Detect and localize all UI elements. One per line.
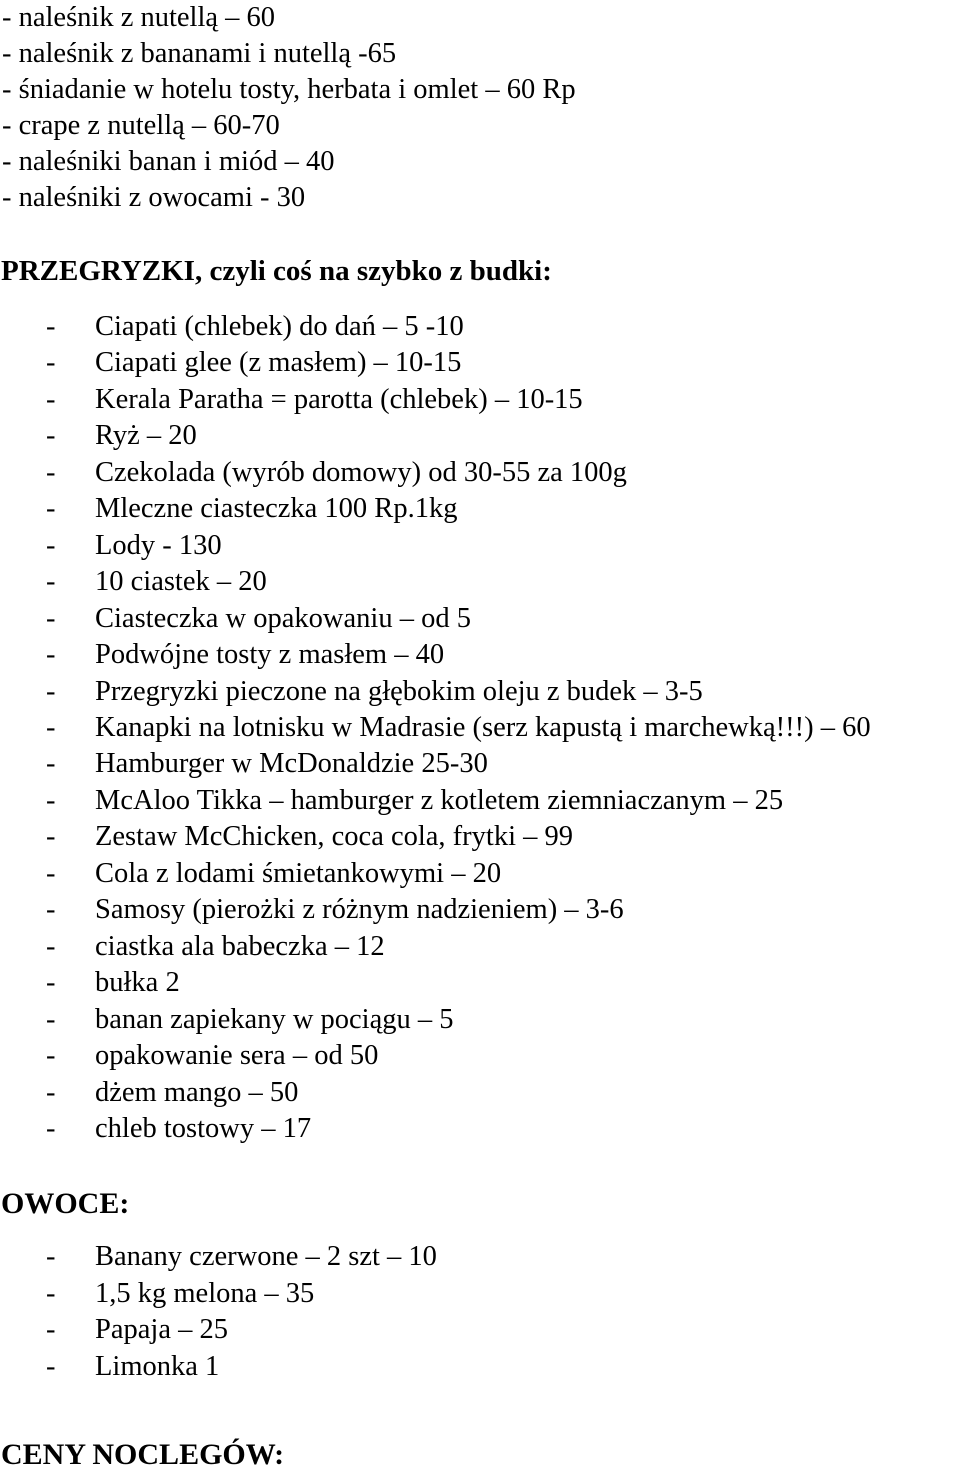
- list-item-text: Lody - 130: [95, 530, 222, 561]
- bullet-dash: -: [46, 967, 56, 998]
- bullet-dash: -: [46, 1278, 56, 1309]
- list-item: [46, 783, 783, 819]
- list-item: [46, 564, 267, 600]
- list-item: [46, 1349, 219, 1385]
- section-heading-snacks: PRZEGRYZKI, czyli coś na szybko z budki:: [1, 255, 552, 287]
- intro-line: - naleśnik z nutellą – 60: [2, 2, 276, 33]
- list-item-text: Banany czerwone – 2 szt – 10: [95, 1241, 437, 1272]
- list-item: [46, 965, 180, 1001]
- list-item-text: Kerala Paratha = parotta (chlebek) – 10-15: [95, 384, 583, 415]
- bullet-dash: -: [46, 821, 56, 852]
- intro-line: - naleśnik z bananami i nutellą -65: [2, 38, 397, 69]
- bullet-dash: -: [46, 1077, 56, 1108]
- list-item-text: Ciapati glee (z masłem) – 10-15: [95, 347, 462, 378]
- bullet-dash: -: [46, 603, 56, 634]
- list-item-text: 10 ciastek – 20: [95, 566, 267, 597]
- list-item-text: Cola z lodami śmietankowymi – 20: [95, 858, 502, 889]
- list-item: [46, 491, 457, 527]
- bullet-dash: -: [46, 639, 56, 670]
- list-item: [46, 1075, 298, 1111]
- list-item: [46, 856, 501, 892]
- list-item: [46, 382, 583, 418]
- list-item: [46, 528, 222, 564]
- bullet-dash: -: [46, 748, 56, 779]
- section-heading-lodging: CENY NOCLEGÓW:: [1, 1438, 285, 1471]
- bullet-dash: -: [46, 311, 56, 342]
- bullet-dash: -: [46, 785, 56, 816]
- intro-line: - naleśniki z owocami - 30: [2, 182, 306, 213]
- list-item-text: Ciasteczka w opakowaniu – od 5: [95, 603, 471, 634]
- list-item: [46, 1111, 311, 1147]
- list-item: [46, 345, 461, 381]
- list-item: [46, 929, 385, 965]
- list-item: [46, 309, 464, 345]
- bullet-dash: -: [46, 858, 56, 889]
- list-item-text: Samosy (pierożki z różnym nadzieniem) – 3-6: [95, 894, 624, 925]
- list-item: [46, 637, 444, 673]
- bullet-dash: -: [46, 457, 56, 488]
- list-item-text: McAloo Tikka – hamburger z kotletem ziemniaczanym – 25: [95, 785, 784, 816]
- section-heading-fruit: OWOCE:: [1, 1187, 130, 1220]
- list-item-text: Limonka 1: [95, 1351, 220, 1382]
- bullet-dash: -: [46, 676, 56, 707]
- bullet-dash: -: [46, 566, 56, 597]
- bullet-dash: -: [46, 493, 56, 524]
- list-item-text: Kanapki na lotnisku w Madrasie (serz kapustą i marchewką!!!) – 60: [95, 712, 871, 743]
- list-item-text: Przegryzki pieczone na głębokim oleju z budek – 3-5: [95, 676, 703, 707]
- bullet-dash: -: [46, 530, 56, 561]
- list-item-text: opakowanie sera – od 50: [95, 1040, 379, 1071]
- bullet-dash: -: [46, 1113, 56, 1144]
- bullet-dash: -: [46, 894, 56, 925]
- intro-line: - crape z nutellą – 60-70: [2, 110, 280, 141]
- bullet-dash: -: [46, 1040, 56, 1071]
- bullet-dash: -: [46, 1241, 56, 1272]
- list-item: [46, 1038, 378, 1074]
- list-item-text: ciastka ala babeczka – 12: [95, 931, 385, 962]
- list-item-text: Hamburger w McDonaldzie 25-30: [95, 748, 488, 779]
- list-item: [46, 455, 627, 491]
- list-item-text: Zestaw McChicken, coca cola, frytki – 99: [95, 821, 574, 852]
- bullet-dash: -: [46, 347, 56, 378]
- list-item-text: bułka 2: [95, 967, 180, 998]
- bullet-dash: -: [46, 712, 56, 743]
- intro-line: - naleśniki banan i miód – 40: [2, 146, 335, 177]
- bullet-dash: -: [46, 1351, 56, 1382]
- list-item-text: Mleczne ciasteczka 100 Rp.1kg: [95, 493, 458, 524]
- bullet-dash: -: [46, 1314, 56, 1345]
- bullet-dash: -: [46, 931, 56, 962]
- list-item-text: Ciapati (chlebek) do dań – 5 -10: [95, 311, 464, 342]
- bullet-dash: -: [46, 420, 56, 451]
- intro-line: - śniadanie w hotelu tosty, herbata i omlet – 60 Rp: [2, 74, 576, 105]
- list-item: [46, 819, 573, 855]
- list-item-text: dżem mango – 50: [95, 1077, 299, 1108]
- list-item: [46, 892, 624, 928]
- list-item-text: Czekolada (wyrób domowy) od 30-55 za 100g: [95, 457, 627, 488]
- list-item-text: Papaja – 25: [95, 1314, 228, 1345]
- list-item-text: Podwójne tosty z masłem – 40: [95, 639, 445, 670]
- list-item: [46, 1239, 437, 1275]
- list-item: [46, 601, 471, 637]
- list-item: [46, 746, 488, 782]
- list-item: [46, 674, 703, 710]
- bullet-dash: -: [46, 1004, 56, 1035]
- list-item-text: Ryż – 20: [95, 420, 197, 451]
- list-item-text: banan zapiekany w pociągu – 5: [95, 1004, 454, 1035]
- list-item: [46, 1312, 228, 1348]
- list-item-text: chleb tostowy – 17: [95, 1113, 312, 1144]
- list-item: [46, 1276, 314, 1312]
- list-item: [46, 710, 871, 746]
- list-item: [46, 1002, 454, 1038]
- bullet-dash: -: [46, 384, 56, 415]
- list-item: [46, 418, 197, 454]
- list-item-text: 1,5 kg melona – 35: [95, 1278, 315, 1309]
